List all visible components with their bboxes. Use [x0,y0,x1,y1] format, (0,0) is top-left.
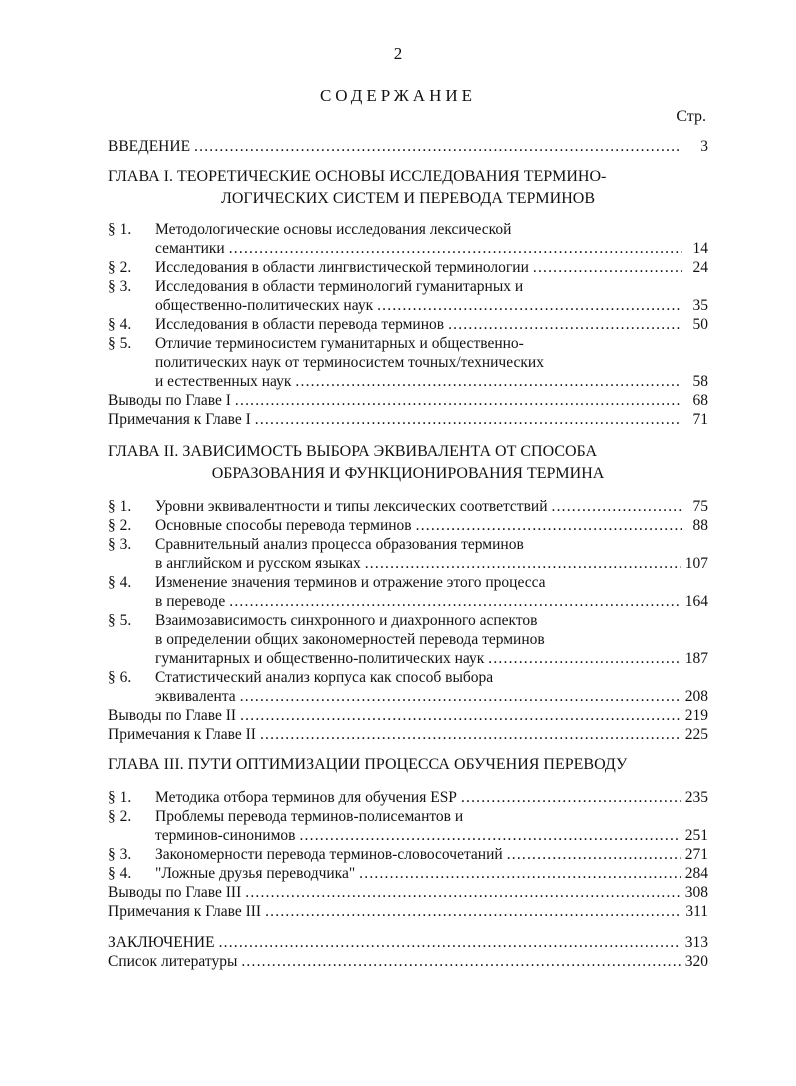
entry-page: 284 [684,865,708,882]
table-of-contents [108,137,708,971]
entry-text: Закономерности перевода терминов-словосочетаний [155,846,503,863]
entry-page: 208 [684,688,708,705]
entry-text: Исследования в области перевода терминов [155,316,445,333]
toc-entry [108,668,708,687]
dot-leader [365,554,681,573]
entry-page: 313 [684,934,708,951]
chapter-title [108,441,708,485]
entry-text: Выводы по Главе III [108,884,242,901]
entry-text: в английском и русском языках [155,555,361,572]
entry-page: 271 [684,846,708,863]
dot-leader [448,315,682,334]
toc-entry [108,788,708,807]
entry-text: Примечания к Главе III [108,903,262,920]
entry-text: Основные способы перевода терминов [155,517,412,534]
toc-entry [108,535,708,554]
entry-page: 320 [684,953,708,970]
toc-entry [108,630,708,649]
toc-entry [108,883,708,902]
section-number: § 2. [108,808,132,825]
dot-leader [245,883,681,902]
dot-leader [416,516,682,535]
section-number: § 3. [108,278,132,295]
entry-page: 219 [684,707,708,724]
toc-entry [108,516,708,535]
entry-text: Сравнительный анализ процесса образования терминов [155,536,524,553]
toc-entry [108,353,708,372]
dot-leader [229,239,682,258]
dot-leader [461,788,681,807]
entry-text: "Ложные друзья переводчика" [155,865,356,882]
dot-leader [260,725,681,744]
toc-entry [108,573,708,592]
entry-page: 58 [692,373,708,390]
toc-entry [108,902,708,921]
chapter-title [108,754,708,776]
entry-text: общественно-политических наук [155,297,374,314]
dot-leader [488,649,680,668]
entry-text: и естественных наук [155,373,292,390]
dot-leader [533,258,682,277]
entry-text: Список литературы [108,953,238,970]
page-number: 2 [393,44,403,63]
toc-entry [108,258,708,277]
toc-entry [108,807,708,826]
page-column-label: Стр. [676,108,706,125]
entry-page: 50 [692,316,708,333]
toc-entry [108,372,708,391]
dot-leader [219,933,681,952]
chapter-title-line: ГЛАВА I. ТЕОРЕТИЧЕСКИЕ ОСНОВЫ ИССЛЕДОВАНИЯ ТЕРМИНО- [108,168,607,185]
entry-page: 225 [684,726,708,743]
toc-entry [108,933,708,952]
dot-leader [235,391,682,410]
entry-page: 71 [692,411,708,428]
toc-entry [108,296,708,315]
section-number: § 1. [108,498,132,515]
dot-leader [255,410,682,429]
toc-entry [108,649,708,668]
entry-page: 75 [692,498,708,515]
entry-text: Взаимозависимость синхронного и диахронного аспектов [155,612,538,629]
toc-entry [108,220,708,239]
chapter-entries [108,497,708,744]
toc-entry [108,137,708,156]
chapter-title-line: ЛОГИЧЕСКИХ СИСТЕМ И ПЕРЕВОДА ТЕРМИНОВ [221,190,595,207]
toc-entry [108,391,708,410]
entry-page: 235 [684,789,708,806]
toc-entry [108,277,708,296]
section-number: § 2. [108,517,132,534]
entry-page: 251 [684,827,708,844]
entry-page: 164 [684,593,708,610]
entry-text: ВВЕДЕНИЕ [108,138,191,155]
toc-entry [108,554,708,573]
section-number: § 4. [108,574,132,591]
entry-text: Примечания к Главе I [108,411,251,428]
toc-entry [108,725,708,744]
entry-text: Статистический анализ корпуса как способ выбора [155,669,494,686]
toc-entry [108,826,708,845]
chapter-entries [108,220,708,429]
entry-text: терминов-синонимов [155,827,296,844]
entry-page: 35 [692,297,708,314]
entry-text: Примечания к Главе II [108,726,256,743]
entry-text: Методологические основы исследования лексической [155,221,512,238]
entry-text: Уровни эквивалентности и типы лексических соответствий [155,498,548,515]
closing-entries [108,933,708,971]
toc-entry [108,845,708,864]
toc-entry [108,592,708,611]
dot-leader [265,902,681,921]
entry-text: эквивалента [155,688,236,705]
entry-page: 68 [692,392,708,409]
toc-entry [108,334,708,353]
section-number: § 4. [108,316,132,333]
toc-entry [108,706,708,725]
entry-text: Выводы по Главе II [108,707,237,724]
entry-text: в переводе [155,593,226,610]
dot-leader [377,296,682,315]
entry-page: 24 [692,259,708,276]
section-number: § 5. [108,335,132,352]
entry-text: Методика отбора терминов для обучения ESP [155,789,457,806]
section-number: § 5. [108,612,132,629]
section-number: § 3. [108,536,132,553]
toc-entry [108,687,708,706]
dot-leader [240,706,681,725]
entry-text: ЗАКЛЮЧЕНИЕ [108,934,215,951]
dot-leader [359,864,681,883]
entry-text: Исследования в области терминологий гуманитарных и [155,278,524,295]
entry-text: гуманитарных и общественно-политических наук [155,650,485,667]
section-number: § 1. [108,789,132,806]
toc-entry [108,410,708,429]
chapter-title-line: ГЛАВА II. ЗАВИСИМОСТЬ ВЫБОРА ЭКВИВАЛЕНТА ОТ СПОСОБА [108,443,598,460]
toc-entry [108,952,708,971]
section-number: § 2. [108,259,132,276]
chapter-title-line: ГЛАВА III. ПУТИ ОПТИМИЗАЦИИ ПРОЦЕССА ОБУЧЕНИЯ ПЕРЕВОДУ [108,756,628,773]
dot-leader [295,372,682,391]
chapter-entries [108,788,708,921]
dot-leader [240,687,681,706]
dot-leader [552,497,683,516]
dot-leader [507,845,681,864]
toc-entry [108,611,708,630]
section-number: § 3. [108,846,132,863]
page-title: СОДЕРЖАНИЕ [319,86,477,105]
section-number: § 4. [108,865,132,882]
toc-entry [108,239,708,258]
entry-page: 88 [692,517,708,534]
entry-text: политических наук от терминосистем точных/технических [155,354,544,371]
entry-text: в определении общих закономерностей перевода терминов [155,631,545,648]
entry-page: 14 [692,240,708,257]
toc-entry [108,497,708,516]
chapter-title-line: ОБРАЗОВАНИЯ И ФУНКЦИОНИРОВАНИЯ ТЕРМИНА [211,465,605,482]
entry-text: Отличие терминосистем гуманитарных и общественно- [155,335,524,352]
entry-page: 3 [700,138,708,155]
entry-page: 308 [684,884,708,901]
dot-leader [194,137,682,156]
entry-text: Исследования в области лингвистической терминологии [155,259,529,276]
entry-text: Выводы по Главе I [108,392,231,409]
entry-text: Изменение значения терминов и отражение этого процесса [155,574,546,591]
section-number: § 1. [108,221,132,238]
toc-entry [108,315,708,334]
section-number: § 6. [108,669,132,686]
entry-text: Проблемы перевода терминов-полисемантов и [155,808,464,825]
chapter-title [108,166,708,210]
toc-entry [108,864,708,883]
entry-text: семантики [155,240,225,257]
entry-page: 187 [684,650,708,667]
entry-page: 107 [684,555,708,572]
dot-leader [229,592,680,611]
dot-leader [241,952,680,971]
dot-leader [299,826,680,845]
entry-page: 311 [685,903,708,920]
